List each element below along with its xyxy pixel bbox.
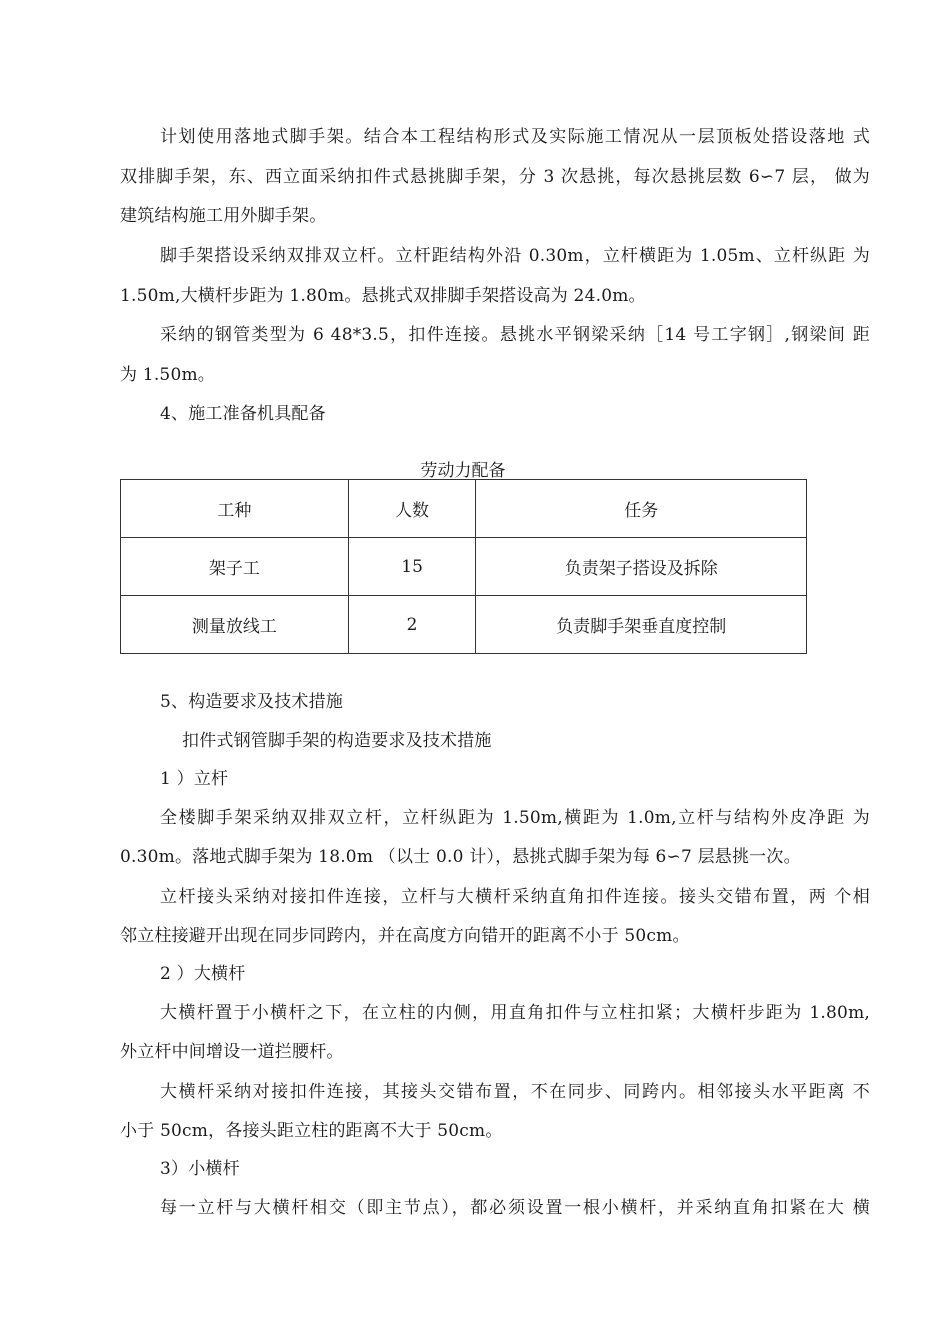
table-header-cell: 任务 bbox=[476, 480, 807, 538]
paragraph-line: 大横杆采纳对接扣件连接，其接头交错布置，不在同步、同跨内。相邻接头水平距离 不 bbox=[160, 1082, 870, 1102]
paragraph-line: 计划使用落地式脚手架。结合本工程结构形式及实际施工情况从一层顶板处搭设落地 式 bbox=[160, 127, 870, 147]
table-header-cell: 工种 bbox=[121, 480, 349, 538]
table-header-row bbox=[121, 480, 807, 538]
table-cell: 架子工 bbox=[121, 538, 349, 596]
paragraph-line: 全楼脚手架采纳双排双立杆，立杆纵距为 1.50m,横距为 1.0m,立杆与结构外皮净距 为 bbox=[160, 808, 870, 828]
section-heading: 5、构造要求及技术措施 bbox=[160, 692, 344, 712]
item-heading: 2 ）大横杆 bbox=[160, 964, 246, 984]
paragraph-line: 立杆接头采纳对接扣件连接，立杆与大横杆采纳直角扣件连接。接头交错布置，两 个相 bbox=[160, 887, 870, 907]
table-header-cell: 人数 bbox=[348, 480, 476, 538]
table-row bbox=[121, 596, 807, 654]
table-cell: 负责架子搭设及拆除 bbox=[476, 538, 807, 596]
paragraph-line: 1.50m,大横杆步距为 1.80m。悬挑式双排脚手架搭设高为 24.0m。 bbox=[120, 286, 646, 306]
paragraph-line: 外立杆中间增设一道拦腰杆。 bbox=[120, 1042, 344, 1062]
paragraph-line: 每一立杆与大横杆相交（即主节点），都必须设置一根小横杆，并采纳直角扣紧在大 横 bbox=[160, 1198, 870, 1218]
paragraph-line: 0.30m。落地式脚手架为 18.0m （以士 0.0 计），悬挑式脚手架为每 6∽7 层悬挑一次。 bbox=[120, 847, 801, 867]
item-heading: 3）小横杆 bbox=[160, 1159, 240, 1179]
paragraph-line: 小于 50cm，各接头距立柱的距离不大于 50cm。 bbox=[120, 1121, 503, 1141]
labor-table bbox=[120, 479, 807, 654]
item-heading: 1 ）立杆 bbox=[160, 769, 229, 789]
subsection-heading: 扣件式钢管脚手架的构造要求及技术措施 bbox=[182, 731, 492, 751]
table-cell: 负责脚手架垂直度控制 bbox=[476, 596, 807, 654]
paragraph-line: 双排脚手架，东、西立面采纳扣件式悬挑脚手架，分 3 次悬挑，每次悬挑层数 6∽7 层， 做为 bbox=[120, 167, 870, 187]
paragraph-line: 大横杆置于小横杆之下，在立柱的内侧，用直角扣件与立柱扣紧；大横杆步距为 1.80m, bbox=[160, 1003, 870, 1023]
paragraph-line: 脚手架搭设采纳双排双立杆。立杆距结构外沿 0.30m，立杆横距为 1.05m、立杆纵距 为 bbox=[160, 246, 870, 266]
table-row bbox=[121, 538, 807, 596]
table-cell: 测量放线工 bbox=[121, 596, 349, 654]
table-cell: 2 bbox=[348, 596, 476, 654]
paragraph-line: 为 1.50m。 bbox=[120, 365, 215, 385]
table-caption: 劳动力配备 bbox=[420, 461, 506, 481]
paragraph-line: 建筑结构施工用外脚手架。 bbox=[120, 206, 327, 226]
paragraph-line: 邻立柱接避开出现在同步同跨内，并在高度方向错开的距离不小于 50cm。 bbox=[120, 926, 690, 946]
table-cell: 15 bbox=[348, 538, 476, 596]
section-heading: 4、施工准备机具配备 bbox=[160, 404, 326, 424]
paragraph-line: 采纳的钢管类型为 6 48*3.5，扣件连接。悬挑水平钢梁采纳［14 号工字钢］,钢梁间 距 bbox=[160, 325, 870, 345]
